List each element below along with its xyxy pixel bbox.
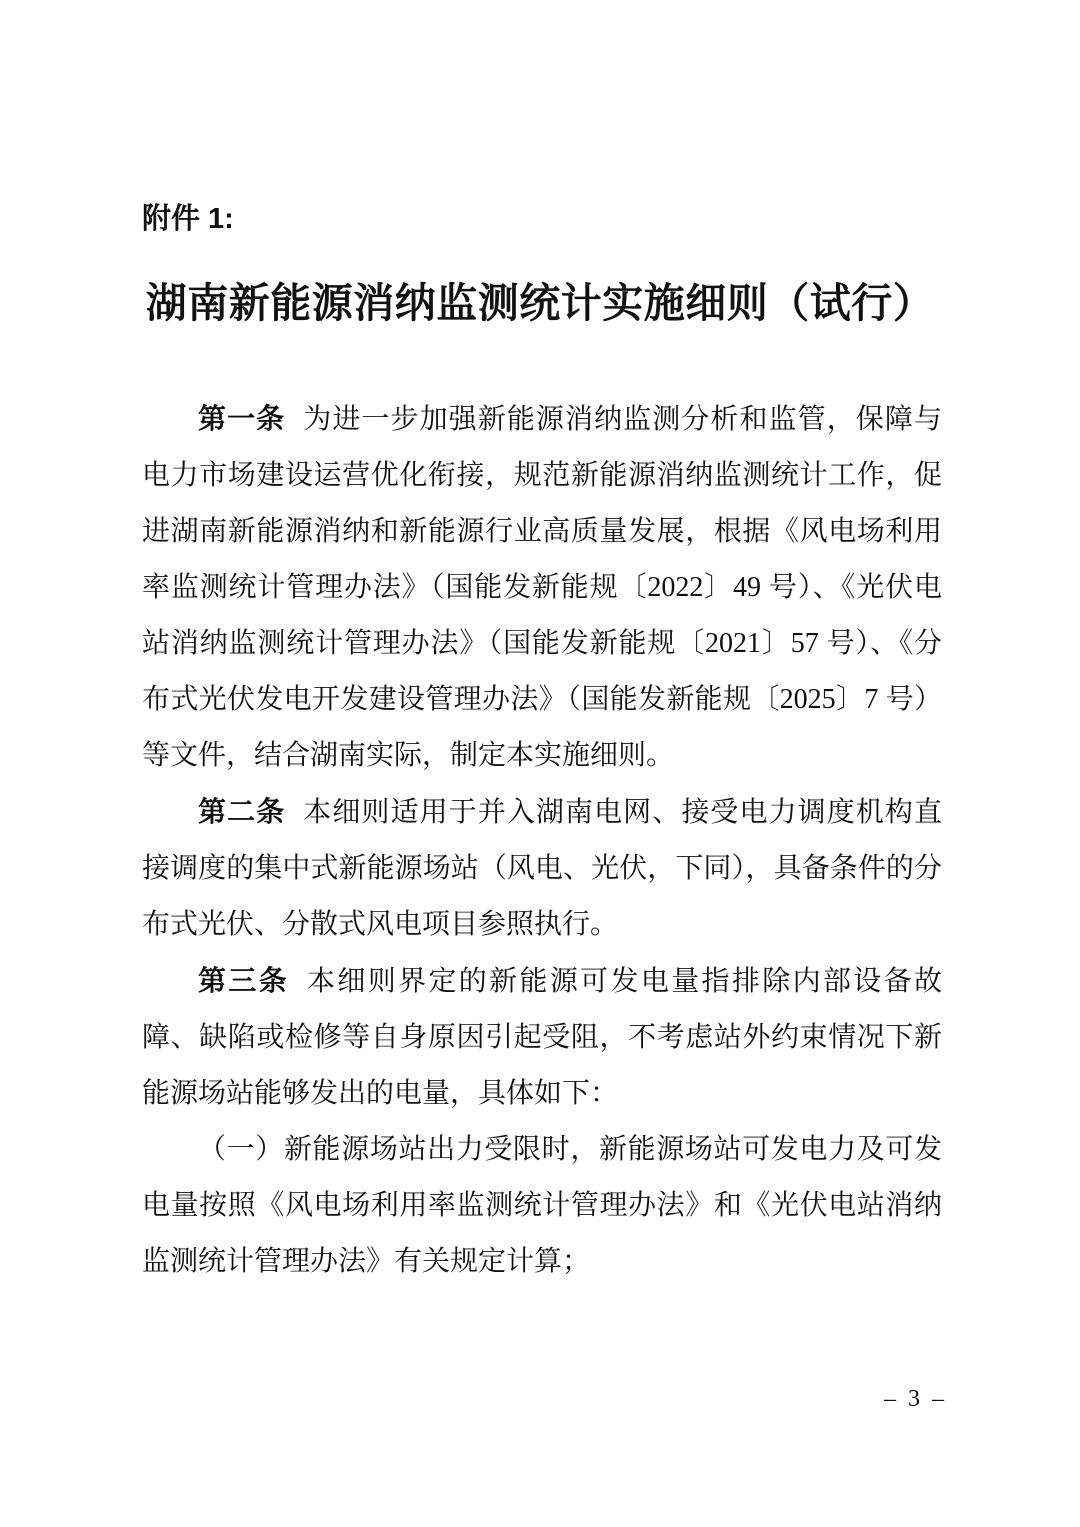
article-3-label: 第三条	[198, 965, 290, 996]
paragraph-article-1	[142, 391, 942, 784]
article-1-label: 第一条	[198, 403, 286, 434]
paragraph-article-2	[142, 784, 942, 953]
article-2-text: 本细则适用于并入湖南电网、接受电力调度机构直接调度的集中式新能源场站（风电、光伏，下同），具备条件的分布式光伏、分散式风电项目参照执行。	[142, 797, 942, 940]
article-2-label: 第二条	[198, 796, 286, 827]
document-body	[142, 391, 942, 1290]
document-title: 湖南新能源消纳监测统计实施细则（试行）	[145, 280, 935, 326]
article-1-text: 为进一步加强新能源消纳监测分析和监管，保障与电力市场建设运营优化衔接，规范新能源消纳监测统计工作，促进湖南新能源消纳和新能源行业高质量发展，根据《风电场利用率监测统计管理办法》（国能发新能规〔2022〕49 号）、《光伏电站消纳监测统计管理办法》（国能发新能规〔2021〕57 号）、《分布式光伏发电开发建设管理办法》（国能发新能规〔2025〕7 号）等文件，结合湖南实际，制定本实施细则。	[142, 404, 942, 771]
attachment-label: 附件 1:	[142, 203, 234, 235]
paragraph-article-3	[142, 953, 942, 1122]
item-1-text: （一）新能源场站出力受限时，新能源场站可发电力及可发电量按照《风电场利用率监测统计管理办法》和《光伏电站消纳监测统计管理办法》有关规定计算；	[142, 1134, 942, 1277]
article-3-text: 本细则界定的新能源可发电量指排除内部设备故障、缺陷或检修等自身原因引起受阻，不考虑站外约束情况下新能源场站能够发出的电量，具体如下：	[142, 966, 942, 1109]
page-number: – 3 –	[884, 1386, 947, 1412]
paragraph-item-1	[142, 1122, 942, 1290]
